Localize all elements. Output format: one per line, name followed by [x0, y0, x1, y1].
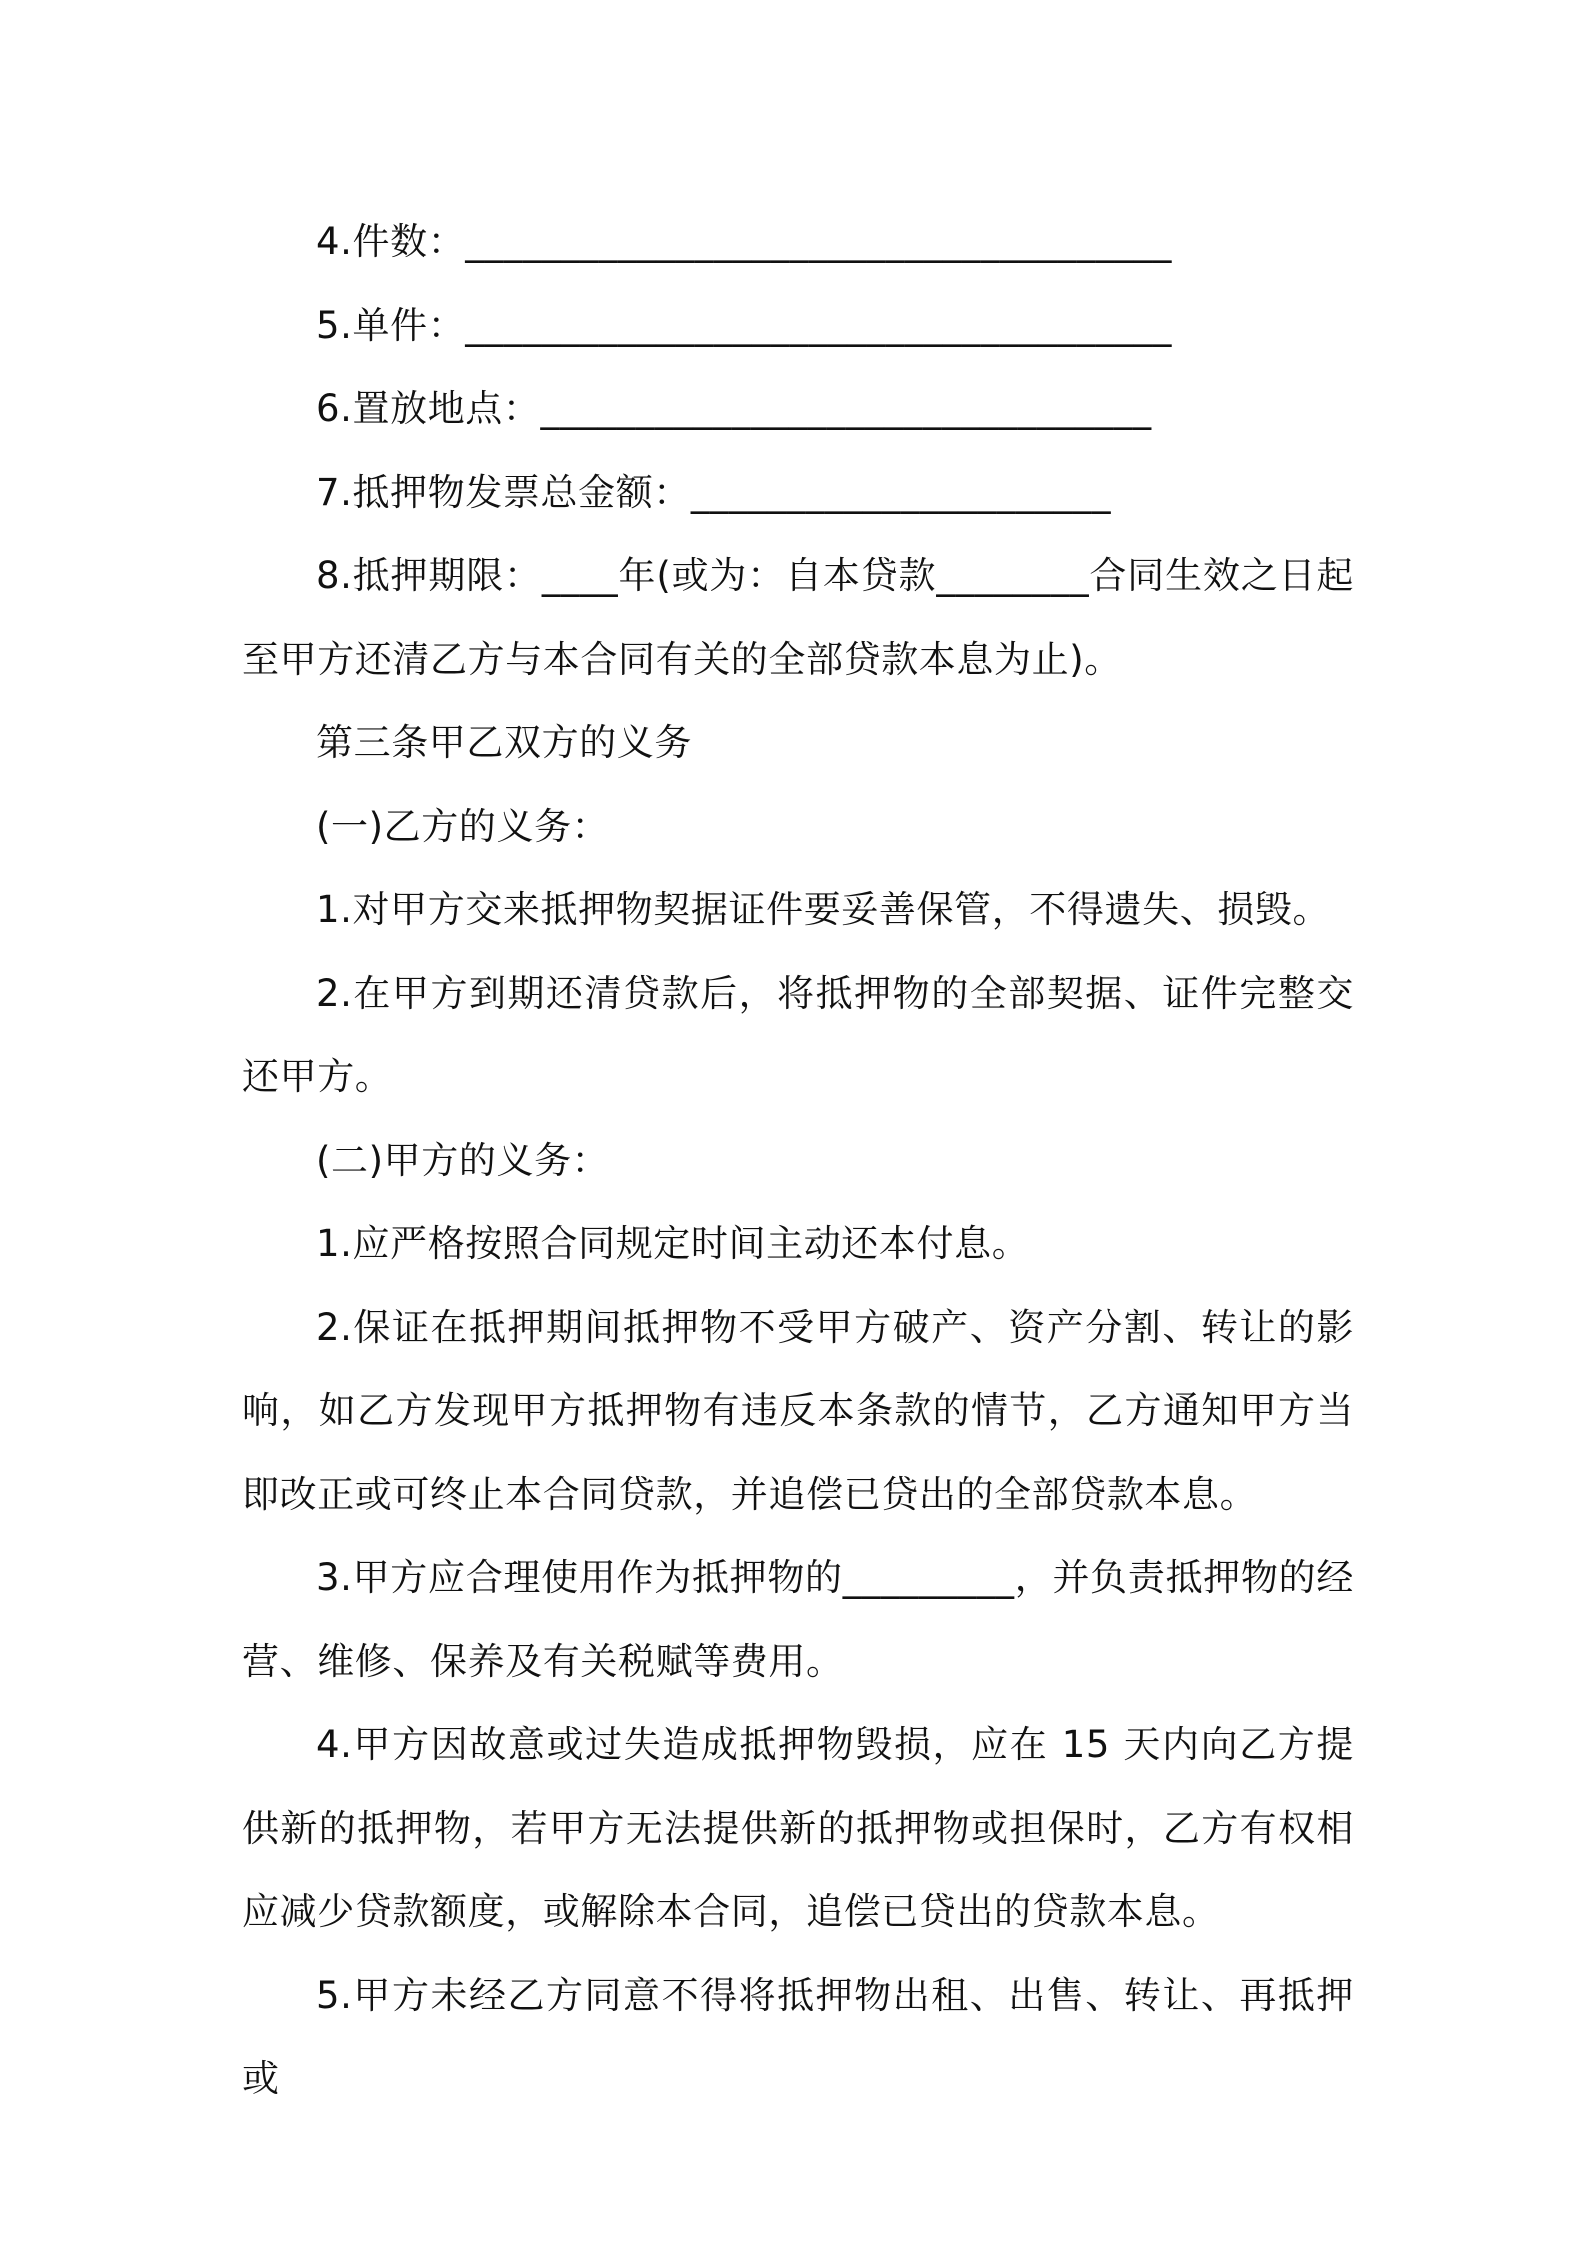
item-piece-count: 4.件数：_____________________________________ [316, 220, 1173, 263]
party-a-obligation-4: 4.甲方因故意或过失造成抵押物毁损，应在 15 天内向乙方提供新的抵押物，若甲方无法提供新的抵押物或担保时，乙方有权相应减少贷款额度，或解除本合同，追偿已贷出的贷款本息。 [242, 1723, 1354, 1933]
party-a-obligation-1: 1.应严格按照合同规定时间主动还本付息。 [316, 1222, 1030, 1265]
party-a-obligation-3: 3.甲方应合理使用作为抵押物的_________，并负责抵押物的经营、维修、保养及有关税赋等费用。 [242, 1556, 1354, 1683]
item-invoice-total: 7.抵押物发票总金额：______________________ [316, 470, 1112, 514]
item-unit: 5.单件：_____________________________________ [316, 303, 1173, 347]
contract-body [242, 200, 1354, 2121]
party-a-obligation-5: 5.甲方未经乙方同意不得将抵押物出租、出售、转让、再抵押或 [242, 1973, 1354, 2100]
item-mortgage-term: 8.抵押期限：____年(或为：自本贷款________合同生效之日起至甲方还清乙方与本合同有关的全部贷款本息为止)。 [242, 554, 1354, 681]
party-a-obligations-heading: (二)甲方的义务： [316, 1138, 610, 1182]
party-a-obligation-2: 2.保证在抵押期间抵押物不受甲方破产、资产分割、转让的影响，如乙方发现甲方抵押物有违反本条款的情节，乙方通知甲方当即改正或可终止本合同贷款，并追偿已贷出的全部贷款本息。 [242, 1305, 1354, 1516]
party-b-obligation-2: 2.在甲方到期还清贷款后，将抵押物的全部契据、证件完整交还甲方。 [242, 971, 1354, 1098]
article-three-heading: 第三条甲乙双方的义务 [316, 721, 692, 764]
party-b-obligations-heading: (一)乙方的义务： [316, 804, 610, 848]
item-location: 6.置放地点：________________________________ [316, 387, 1152, 430]
party-b-obligation-1: 1.对甲方交来抵押物契据证件要妥善保管，不得遗失、损毁。 [316, 888, 1331, 931]
